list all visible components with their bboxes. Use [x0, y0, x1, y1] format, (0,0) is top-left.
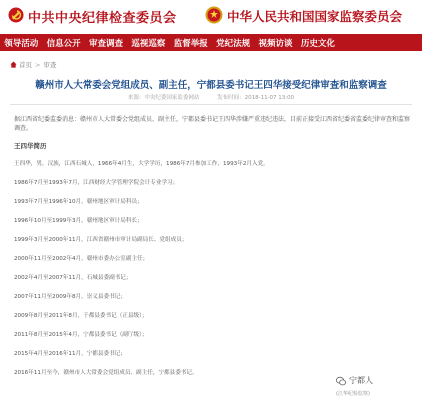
resume-item: 2016年11月至今，赣州市人大常委会党组成员、副主任，宁都县委书记。: [14, 370, 198, 376]
cpc-discipline-commission-title: 中共中央纪律检查委员会: [28, 11, 177, 26]
article-publish-time: 发布时间：2018-11-07 13:00: [217, 95, 295, 101]
nav-item-investigation[interactable]: 审查调查: [88, 38, 123, 49]
article-title: 赣州市人大常委会党组成员、副主任，宁都县委书记王四华接受纪律审查和监察调查: [35, 80, 387, 91]
main-nav: [0, 34, 422, 51]
resume-heading: 王四华简历: [14, 142, 47, 150]
breadcrumb: [10, 60, 56, 69]
article-meta: [0, 93, 422, 101]
resume-item: 2007年11月至2009年8月，崇义县委书记；: [14, 294, 126, 300]
home-icon: [10, 61, 17, 68]
national-emblem-icon: [205, 6, 223, 24]
title-divider: [10, 104, 412, 105]
resume-item: 2011年8月至2015年4月，宁都县委书记（副厅级）；: [14, 332, 148, 338]
resume-list: [14, 160, 374, 388]
article-intro: 据江西省纪委监委消息：赣州市人大常委会党组成员、副主任，宁都县委书记王四华涉嫌严重违纪违法，目前正接受江西省纪委省监委纪律审查和监察调查。: [14, 116, 411, 132]
resume-item: 1986年7月至1993年7月，江西财经大学管理学院会计专业学习；: [14, 180, 179, 186]
resume-item: 2000年11月至2002年4月，赣州市委办公室副主任；: [14, 256, 149, 262]
wechat-icon: [336, 376, 346, 386]
national-supervision-commission-title: 中华人民共和国国家监察委员会: [227, 9, 403, 24]
resume-item: 1996年10月至1999年3月，赣州地区审计局科长；: [14, 218, 143, 224]
nav-item-report[interactable]: 监督举报: [173, 38, 208, 49]
nav-item-video[interactable]: 视频访谈: [258, 38, 293, 49]
resume-item: 1993年7月至1996年10月，赣州地区审计局科员；: [14, 199, 143, 205]
nav-item-history[interactable]: 历史文化: [300, 38, 335, 49]
breadcrumb-separator: >: [35, 60, 41, 69]
resume-item: 王四华，男，汉族，江西石城人，1966年4月生，大学学历，1986年7月参加工作，1993年2月入党。: [14, 161, 269, 167]
site-header: [0, 0, 422, 34]
party-emblem-icon: [8, 7, 24, 23]
article-source: 来源：中央纪委国家监委网站: [127, 95, 200, 101]
resume-item: 2009年8月至2011年8月，于都县委书记（正县级）；: [14, 313, 148, 319]
watermark-text: 宁都人: [349, 376, 373, 385]
resume-item: 1999年3月至2000年11月，江西省赣州市审计局副局长、党组成员；: [14, 237, 188, 243]
resume-item: 2002年4月至2007年11月，石城县委副书记；: [14, 275, 132, 281]
breadcrumb-home-link[interactable]: 首页: [19, 61, 32, 69]
nav-item-info-disclosure[interactable]: 信息公开: [46, 38, 81, 49]
wechat-watermark: [336, 375, 373, 386]
nav-item-inspection[interactable]: 巡视巡察: [131, 38, 166, 49]
nav-item-leadership[interactable]: 领导活动: [4, 38, 39, 49]
watermark-subtext: (江华纪检监察): [336, 391, 370, 397]
nav-item-regulations[interactable]: 党纪法规: [216, 38, 251, 49]
resume-item: 2015年4月至2016年11月，宁都县委书记；: [14, 351, 126, 357]
breadcrumb-current-link[interactable]: 审查: [43, 61, 57, 69]
